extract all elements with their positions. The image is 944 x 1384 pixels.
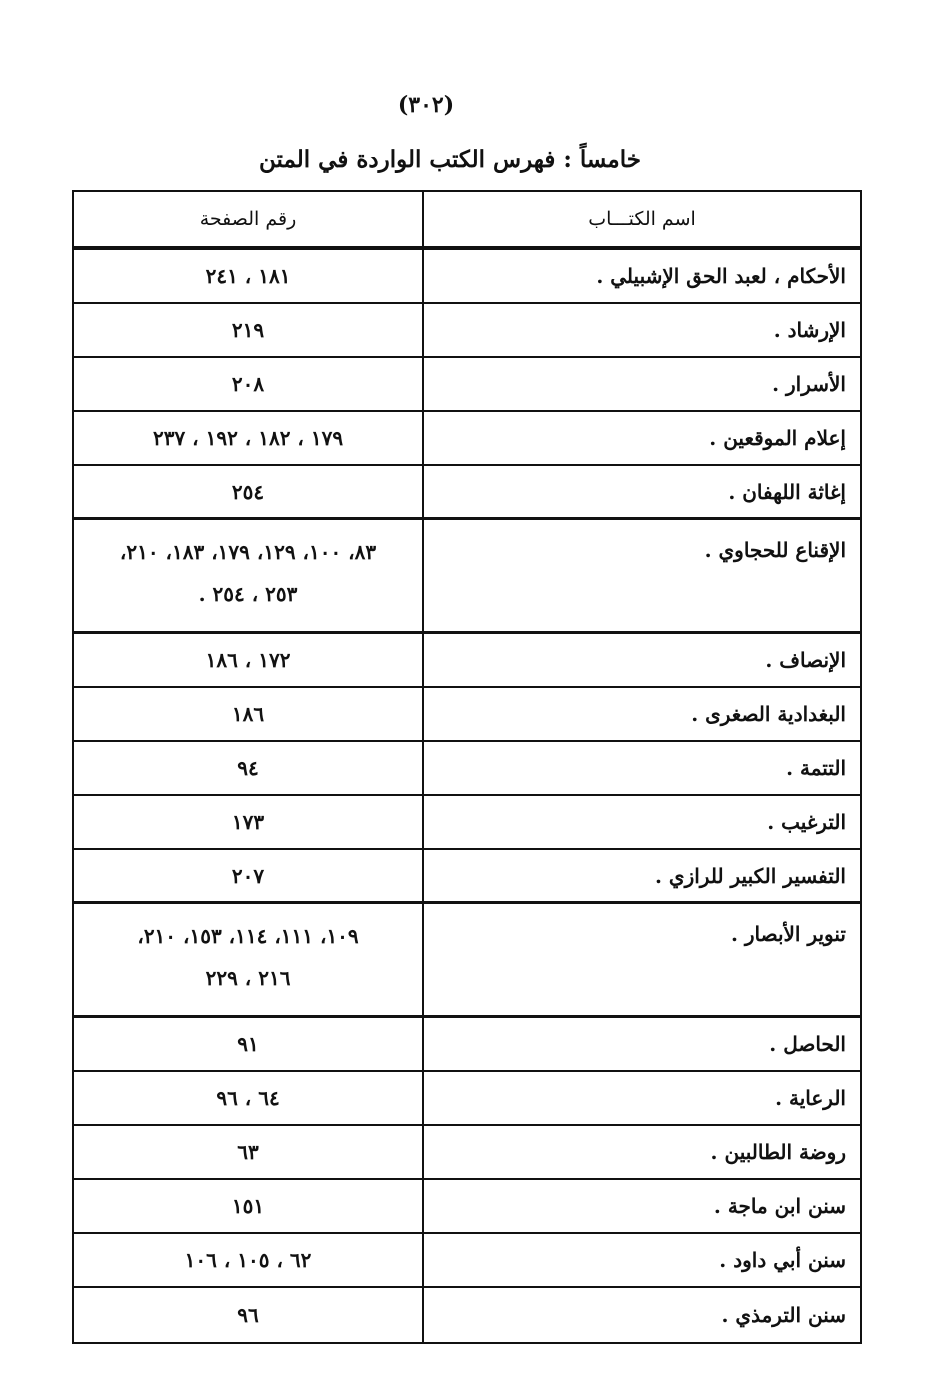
table-row bbox=[74, 1288, 860, 1342]
table-row bbox=[74, 1234, 860, 1288]
book-name-header: اسم الكتـــاب bbox=[422, 192, 860, 246]
book-name: إغاثة اللهفان . bbox=[422, 466, 860, 517]
table-row bbox=[74, 412, 860, 466]
book-name: الإرشاد . bbox=[422, 304, 860, 356]
table-row bbox=[74, 466, 860, 520]
book-pages: ١٧٩ ، ١٨٢ ، ١٩٢ ، ٢٣٧ bbox=[152, 426, 344, 450]
book-pages-line-2: ٢٥٣ ، ٢٥٤ . bbox=[198, 582, 298, 606]
book-pages: ١٨١ ، ٢٤١ bbox=[205, 264, 291, 288]
book-name: إعلام الموقعين . bbox=[422, 412, 860, 464]
book-name: تنوير الأبصار . bbox=[422, 904, 860, 1015]
book-pages: ١٧٣ bbox=[231, 810, 265, 834]
book-name: الإنصاف . bbox=[422, 634, 860, 686]
book-pages-line-1: ٨٣، ١٠٠، ١٢٩، ١٧٩، ١٨٣، ٢١٠، bbox=[119, 540, 377, 564]
book-name: الأسرار . bbox=[422, 358, 860, 410]
book-pages: ٩٦ bbox=[237, 1303, 259, 1327]
book-pages: ١٥١ bbox=[231, 1194, 265, 1218]
book-pages: ٢٠٨ bbox=[231, 372, 265, 396]
page-number: (٣٠٢) bbox=[397, 92, 455, 118]
table-row bbox=[74, 304, 860, 358]
book-pages: ١٧٢ ، ١٨٦ bbox=[205, 648, 291, 672]
table-row bbox=[74, 1018, 860, 1072]
book-pages: ١٨٦ bbox=[231, 702, 265, 726]
table-row bbox=[74, 358, 860, 412]
book-pages-line-2: ٢١٦ ، ٢٢٩ bbox=[205, 966, 291, 990]
table-row bbox=[74, 1180, 860, 1234]
book-pages: ٢١٩ bbox=[231, 318, 265, 342]
table-row bbox=[74, 904, 860, 1018]
table-row bbox=[74, 850, 860, 904]
book-name: التفسير الكبير للرازي . bbox=[422, 850, 860, 901]
book-pages: ٩٤ bbox=[237, 756, 259, 780]
table-row bbox=[74, 1072, 860, 1126]
book-pages: ٦٤ ، ٩٦ bbox=[216, 1086, 280, 1110]
table-row bbox=[74, 742, 860, 796]
book-name: الرعاية . bbox=[422, 1072, 860, 1124]
book-name: الإقناع للحجاوي . bbox=[422, 520, 860, 631]
book-pages-line-1: ١٠٩، ١١١، ١١٤، ١٥٣، ٢١٠، bbox=[137, 924, 359, 948]
book-pages bbox=[74, 904, 422, 1015]
book-name: الترغيب . bbox=[422, 796, 860, 848]
table-row bbox=[74, 688, 860, 742]
book-pages: ٢٠٧ bbox=[231, 863, 265, 888]
book-pages: ٦٣ bbox=[237, 1140, 259, 1164]
section-title: خامساً : فهرس الكتب الواردة في المتن bbox=[259, 146, 641, 173]
table-row bbox=[74, 1126, 860, 1180]
table-row bbox=[74, 250, 860, 304]
page-number-header: رقم الصفحة bbox=[199, 208, 297, 230]
book-pages: ٢٥٤ bbox=[231, 479, 265, 504]
table-row bbox=[74, 796, 860, 850]
book-pages: ٦٢ ، ١٠٥ ، ١٠٦ bbox=[184, 1248, 312, 1272]
table-row bbox=[74, 520, 860, 634]
book-name: سنن أبي داود . bbox=[422, 1234, 860, 1286]
book-pages bbox=[74, 520, 422, 631]
table-header-row bbox=[74, 192, 860, 250]
book-name: روضة الطالبين . bbox=[422, 1126, 860, 1178]
book-name: البغدادية الصغرى . bbox=[422, 688, 860, 740]
table-row bbox=[74, 634, 860, 688]
book-pages: ٩١ bbox=[237, 1032, 259, 1056]
book-name: التتمة . bbox=[422, 742, 860, 794]
book-index-table bbox=[72, 190, 862, 1344]
book-name: الأحكام ، لعبد الحق الإشبيلي . bbox=[422, 250, 860, 302]
book-name: سنن ابن ماجة . bbox=[422, 1180, 860, 1232]
book-name: سنن الترمذي . bbox=[422, 1288, 860, 1342]
book-name: الحاصل . bbox=[422, 1018, 860, 1070]
